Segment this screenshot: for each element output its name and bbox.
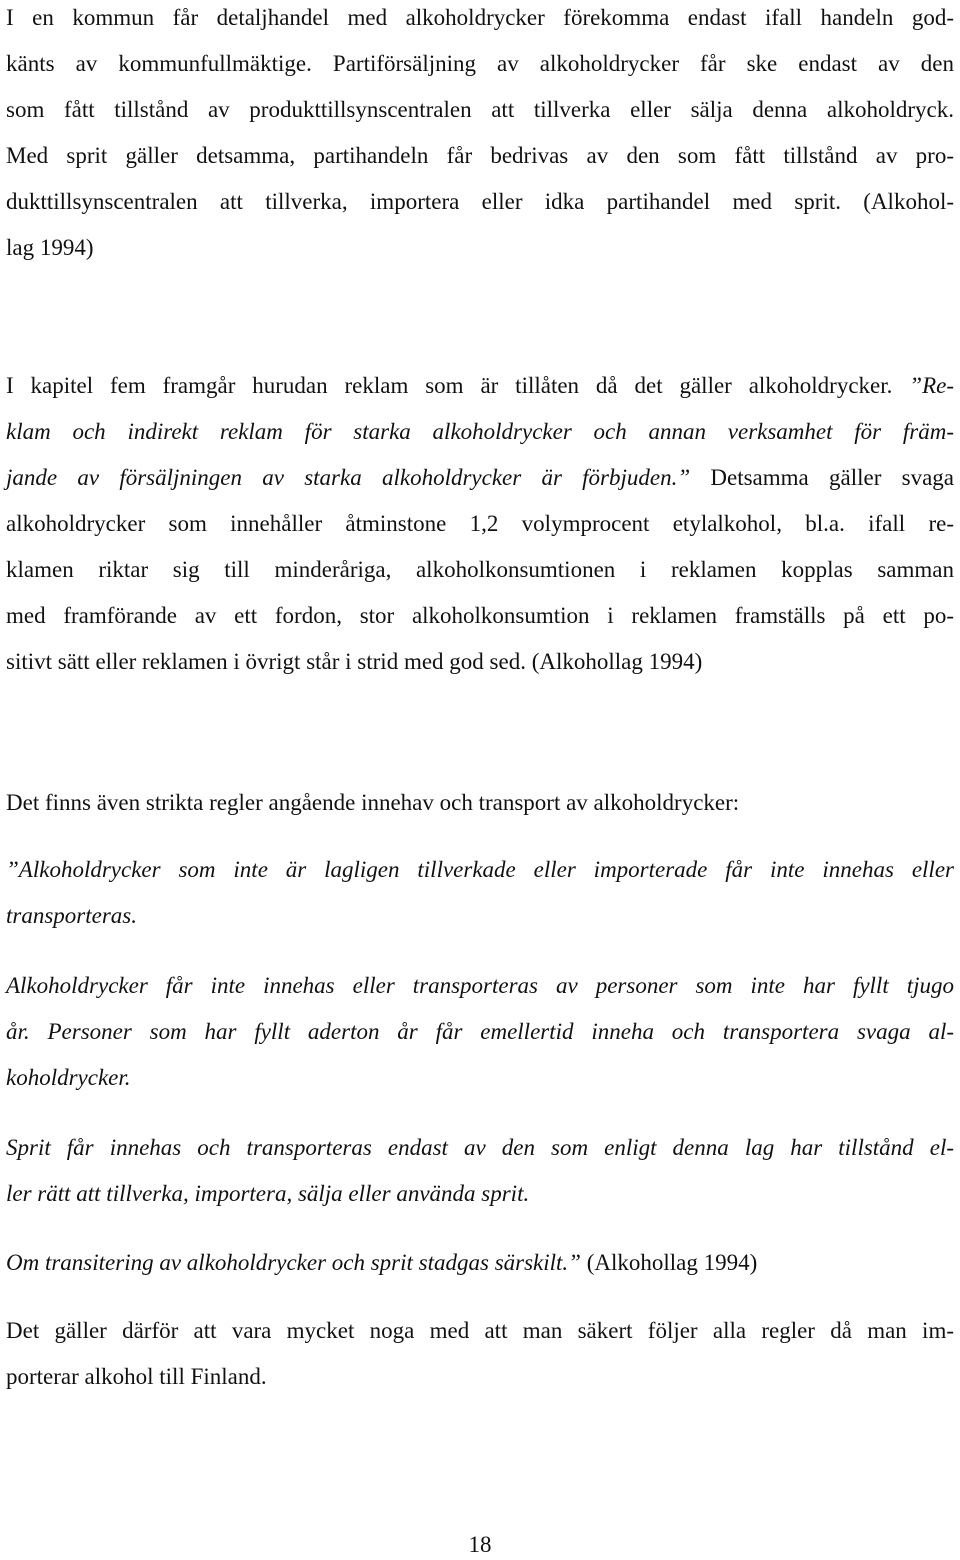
text-run: med framförande av ett fordon, stor alkoholkonsumtion i reklamen framställs på ett po-	[6, 603, 954, 628]
italic-quote-run: Alkoholdrycker får inte innehas eller transporteras av personer som inte har fyllt tjugo	[6, 973, 954, 998]
text-run: Det gäller därför att vara mycket noga med att man säkert följer alla regler då man im-	[6, 1318, 954, 1343]
text-line	[6, 1179, 954, 1209]
italic-quote-run: transporteras.	[6, 903, 137, 928]
text-run: Det finns även strikta regler angående innehav och transport av alkoholdrycker:	[6, 790, 740, 815]
page-number: 18	[468, 1532, 492, 1557]
text-line	[6, 371, 954, 401]
text-line	[6, 417, 954, 447]
text-run: I kapitel fem framgår hurudan reklam som är tillåten då det gäller alkoholdrycker.	[6, 373, 910, 398]
text-line	[6, 901, 954, 931]
text-line	[6, 788, 954, 818]
text-run: Detsamma gäller svaga	[690, 465, 954, 490]
text-run: Med sprit gäller detsamma, partihandeln får bedrivas av den som fått tillstånd av pro-	[6, 143, 954, 168]
text-line	[6, 1248, 954, 1278]
text-line	[6, 1017, 954, 1047]
italic-quote-run: klam och indirekt reklam för starka alkoholdrycker och annan verksamhet för främ-	[6, 419, 954, 444]
text-run: porterar alkohol till Finland.	[6, 1364, 267, 1389]
text-run: känts av kommunfullmäktige. Partiförsäljning av alkoholdrycker får ske endast av den	[6, 51, 954, 76]
italic-quote-run: Sprit får innehas och transporteras endast av den som enligt denna lag har tillstånd el-	[6, 1135, 954, 1160]
italic-quote-run: ”Re-	[909, 373, 954, 398]
italic-quote-run: ler rätt att tillverka, importera, sälja eller använda sprit.	[6, 1181, 530, 1206]
text-line	[6, 1316, 954, 1346]
text-line	[6, 1063, 954, 1093]
text-line	[6, 1362, 954, 1392]
italic-quote-run: jande av försäljningen av starka alkoholdrycker är förbjuden.”	[6, 465, 691, 490]
text-line	[6, 95, 954, 125]
text-line	[6, 187, 954, 217]
text-line	[6, 233, 954, 263]
text-run: (Alkohollag 1994)	[580, 1250, 758, 1275]
text-line	[6, 463, 954, 493]
text-run: lag 1994)	[6, 235, 94, 260]
text-line	[6, 3, 954, 33]
text-run: sitivt sätt eller reklamen i övrigt står i strid med god sed. (Alkohollag 1994)	[6, 649, 703, 674]
text-line	[6, 509, 954, 539]
text-line	[6, 971, 954, 1001]
text-run: som fått tillstånd av produkttillsynscentralen att tillverka eller sälja denna alkoholdryck.	[6, 97, 954, 122]
italic-quote-run: ”Alkoholdrycker som inte är lagligen tillverkade eller importerade får inte innehas eller	[6, 857, 954, 882]
italic-quote-run: koholdrycker.	[6, 1065, 131, 1090]
text-line	[6, 141, 954, 171]
text-line	[6, 49, 954, 79]
text-run: I en kommun får detaljhandel med alkoholdrycker förekomma endast ifall handeln god-	[6, 5, 954, 30]
text-line	[6, 555, 954, 585]
text-line	[6, 855, 954, 885]
text-line	[6, 647, 954, 677]
text-run: dukttillsynscentralen att tillverka, importera eller idka partihandel med sprit. (Alkohol-	[6, 189, 954, 214]
text-line	[6, 1133, 954, 1163]
text-line	[6, 601, 954, 631]
text-run: klamen riktar sig till minderåriga, alkoholkonsumtionen i reklamen kopplas samman	[6, 557, 954, 582]
italic-quote-run: år. Personer som har fyllt aderton år får emellertid inneha och transportera svaga al-	[6, 1019, 954, 1044]
text-run: alkoholdrycker som innehåller åtminstone 1,2 volymprocent etylalkohol, bl.a. ifall re-	[6, 511, 954, 536]
italic-quote-run: Om transitering av alkoholdrycker och sprit stadgas särskilt.”	[6, 1250, 581, 1275]
